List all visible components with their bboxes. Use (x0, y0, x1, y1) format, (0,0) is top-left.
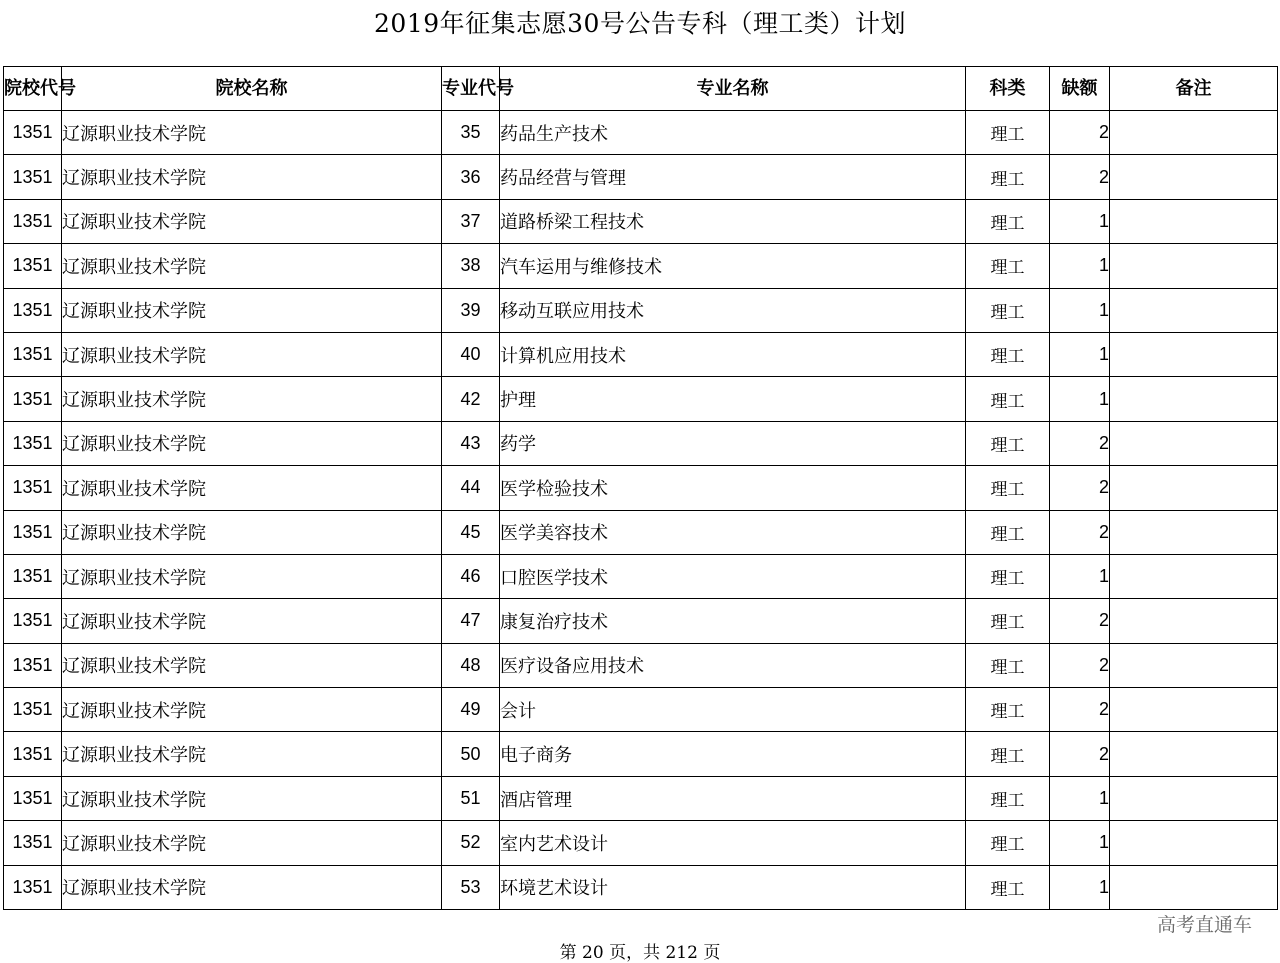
cell-major-code: 53 (442, 865, 500, 909)
cell-major-name: 药品经营与管理 (500, 155, 966, 199)
cell-school-code: 1351 (4, 466, 62, 510)
cell-school-code: 1351 (4, 199, 62, 243)
page-title: 2019年征集志愿30号公告专科（理工类）计划 (374, 9, 906, 38)
cell-major-name: 医学美容技术 (500, 510, 966, 554)
cell-vacancy: 1 (1050, 776, 1110, 820)
cell-school-name: 辽源职业技术学院 (62, 554, 442, 598)
cell-school-name: 辽源职业技术学院 (62, 111, 442, 155)
cell-vacancy: 1 (1050, 199, 1110, 243)
cell-school-name: 辽源职业技术学院 (62, 332, 442, 376)
table-row (4, 510, 1278, 554)
table-row (4, 466, 1278, 510)
cell-category: 理工 (966, 199, 1050, 243)
cell-school-code: 1351 (4, 244, 62, 288)
cell-vacancy: 1 (1050, 554, 1110, 598)
cell-category: 理工 (966, 510, 1050, 554)
cell-remarks (1110, 377, 1278, 421)
cell-school-name: 辽源职业技术学院 (62, 865, 442, 909)
cell-remarks (1110, 554, 1278, 598)
cell-category: 理工 (966, 111, 1050, 155)
cell-category: 理工 (966, 466, 1050, 510)
cell-remarks (1110, 599, 1278, 643)
cell-vacancy: 1 (1050, 288, 1110, 332)
cell-school-name: 辽源职业技术学院 (62, 732, 442, 776)
cell-school-code: 1351 (4, 155, 62, 199)
cell-remarks (1110, 732, 1278, 776)
cell-remarks (1110, 332, 1278, 376)
cell-major-code: 47 (442, 599, 500, 643)
table-row (4, 599, 1278, 643)
cell-vacancy: 1 (1050, 332, 1110, 376)
cell-remarks (1110, 466, 1278, 510)
cell-major-code: 51 (442, 776, 500, 820)
cell-vacancy: 1 (1050, 821, 1110, 865)
cell-school-name: 辽源职业技术学院 (62, 599, 442, 643)
table-body (4, 111, 1278, 910)
cell-school-code: 1351 (4, 643, 62, 687)
cell-major-code: 50 (442, 732, 500, 776)
cell-major-name: 会计 (500, 688, 966, 732)
cell-category: 理工 (966, 821, 1050, 865)
cell-school-code: 1351 (4, 288, 62, 332)
cell-school-name: 辽源职业技术学院 (62, 244, 442, 288)
cell-vacancy: 2 (1050, 155, 1110, 199)
cell-major-name: 环境艺术设计 (500, 865, 966, 909)
cell-category: 理工 (966, 421, 1050, 465)
cell-remarks (1110, 199, 1278, 243)
cell-major-name: 汽车运用与维修技术 (500, 244, 966, 288)
cell-major-code: 39 (442, 288, 500, 332)
cell-category: 理工 (966, 377, 1050, 421)
cell-school-code: 1351 (4, 599, 62, 643)
table-row (4, 821, 1278, 865)
table-row (4, 155, 1278, 199)
table-row (4, 111, 1278, 155)
cell-school-name: 辽源职业技术学院 (62, 776, 442, 820)
cell-school-code: 1351 (4, 554, 62, 598)
cell-vacancy: 1 (1050, 244, 1110, 288)
cell-school-name: 辽源职业技术学院 (62, 821, 442, 865)
cell-vacancy: 2 (1050, 421, 1110, 465)
cell-remarks (1110, 776, 1278, 820)
table-row (4, 332, 1278, 376)
cell-major-code: 43 (442, 421, 500, 465)
cell-major-name: 计算机应用技术 (500, 332, 966, 376)
cell-major-code: 38 (442, 244, 500, 288)
cell-vacancy: 2 (1050, 466, 1110, 510)
cell-school-name: 辽源职业技术学院 (62, 688, 442, 732)
header-remarks: 备注 (1110, 67, 1278, 111)
table-row (4, 288, 1278, 332)
cell-major-name: 医学检验技术 (500, 466, 966, 510)
cell-vacancy: 2 (1050, 643, 1110, 687)
cell-school-code: 1351 (4, 377, 62, 421)
cell-major-name: 康复治疗技术 (500, 599, 966, 643)
header-category: 科类 (966, 67, 1050, 111)
cell-category: 理工 (966, 155, 1050, 199)
cell-vacancy: 2 (1050, 111, 1110, 155)
cell-category: 理工 (966, 288, 1050, 332)
cell-school-name: 辽源职业技术学院 (62, 421, 442, 465)
cell-remarks (1110, 510, 1278, 554)
table-row (4, 377, 1278, 421)
table-row (4, 776, 1278, 820)
cell-school-code: 1351 (4, 776, 62, 820)
cell-school-name: 辽源职业技术学院 (62, 199, 442, 243)
page-footer: 第 20 页，共 212 页 (559, 943, 721, 963)
cell-major-code: 40 (442, 332, 500, 376)
cell-remarks (1110, 111, 1278, 155)
table-row (4, 732, 1278, 776)
cell-school-name: 辽源职业技术学院 (62, 155, 442, 199)
cell-major-code: 48 (442, 643, 500, 687)
cell-school-code: 1351 (4, 821, 62, 865)
cell-school-name: 辽源职业技术学院 (62, 377, 442, 421)
cell-school-name: 辽源职业技术学院 (62, 510, 442, 554)
cell-school-code: 1351 (4, 111, 62, 155)
cell-major-name: 口腔医学技术 (500, 554, 966, 598)
cell-school-code: 1351 (4, 865, 62, 909)
table-row (4, 554, 1278, 598)
cell-major-code: 45 (442, 510, 500, 554)
cell-remarks (1110, 865, 1278, 909)
cell-category: 理工 (966, 732, 1050, 776)
plan-table (3, 66, 1278, 910)
cell-major-code: 36 (442, 155, 500, 199)
cell-school-code: 1351 (4, 510, 62, 554)
cell-major-name: 酒店管理 (500, 776, 966, 820)
cell-vacancy: 2 (1050, 688, 1110, 732)
table-row (4, 421, 1278, 465)
table-header-row (4, 67, 1278, 111)
cell-major-code: 35 (442, 111, 500, 155)
cell-category: 理工 (966, 643, 1050, 687)
header-school-name: 院校名称 (62, 67, 442, 111)
cell-school-name: 辽源职业技术学院 (62, 643, 442, 687)
watermark-text: 高考直通车 (1156, 914, 1252, 936)
cell-school-code: 1351 (4, 421, 62, 465)
cell-remarks (1110, 688, 1278, 732)
cell-category: 理工 (966, 554, 1050, 598)
cell-major-name: 医疗设备应用技术 (500, 643, 966, 687)
header-school-code: 院校代号 (4, 67, 62, 111)
cell-school-name: 辽源职业技术学院 (62, 288, 442, 332)
cell-major-code: 42 (442, 377, 500, 421)
table-row (4, 688, 1278, 732)
cell-school-name: 辽源职业技术学院 (62, 466, 442, 510)
cell-school-code: 1351 (4, 688, 62, 732)
cell-major-code: 49 (442, 688, 500, 732)
cell-remarks (1110, 821, 1278, 865)
cell-remarks (1110, 421, 1278, 465)
cell-major-code: 52 (442, 821, 500, 865)
table-row (4, 643, 1278, 687)
cell-major-name: 电子商务 (500, 732, 966, 776)
cell-category: 理工 (966, 776, 1050, 820)
cell-major-name: 药学 (500, 421, 966, 465)
header-major-code: 专业代号 (442, 67, 500, 111)
cell-category: 理工 (966, 599, 1050, 643)
cell-major-name: 移动互联应用技术 (500, 288, 966, 332)
table-row (4, 244, 1278, 288)
cell-remarks (1110, 643, 1278, 687)
cell-major-name: 室内艺术设计 (500, 821, 966, 865)
cell-vacancy: 1 (1050, 865, 1110, 909)
cell-category: 理工 (966, 244, 1050, 288)
cell-vacancy: 2 (1050, 510, 1110, 554)
header-major-name: 专业名称 (500, 67, 966, 111)
cell-major-name: 护理 (500, 377, 966, 421)
table-row (4, 865, 1278, 909)
cell-major-name: 道路桥梁工程技术 (500, 199, 966, 243)
cell-major-code: 46 (442, 554, 500, 598)
cell-vacancy: 2 (1050, 732, 1110, 776)
cell-major-name: 药品生产技术 (500, 111, 966, 155)
cell-major-code: 37 (442, 199, 500, 243)
cell-category: 理工 (966, 865, 1050, 909)
cell-remarks (1110, 244, 1278, 288)
cell-school-code: 1351 (4, 732, 62, 776)
cell-major-code: 44 (442, 466, 500, 510)
table-row (4, 199, 1278, 243)
cell-category: 理工 (966, 688, 1050, 732)
header-vacancy: 缺额 (1050, 67, 1110, 111)
cell-category: 理工 (966, 332, 1050, 376)
cell-remarks (1110, 155, 1278, 199)
cell-remarks (1110, 288, 1278, 332)
cell-vacancy: 1 (1050, 377, 1110, 421)
cell-vacancy: 2 (1050, 599, 1110, 643)
cell-school-code: 1351 (4, 332, 62, 376)
